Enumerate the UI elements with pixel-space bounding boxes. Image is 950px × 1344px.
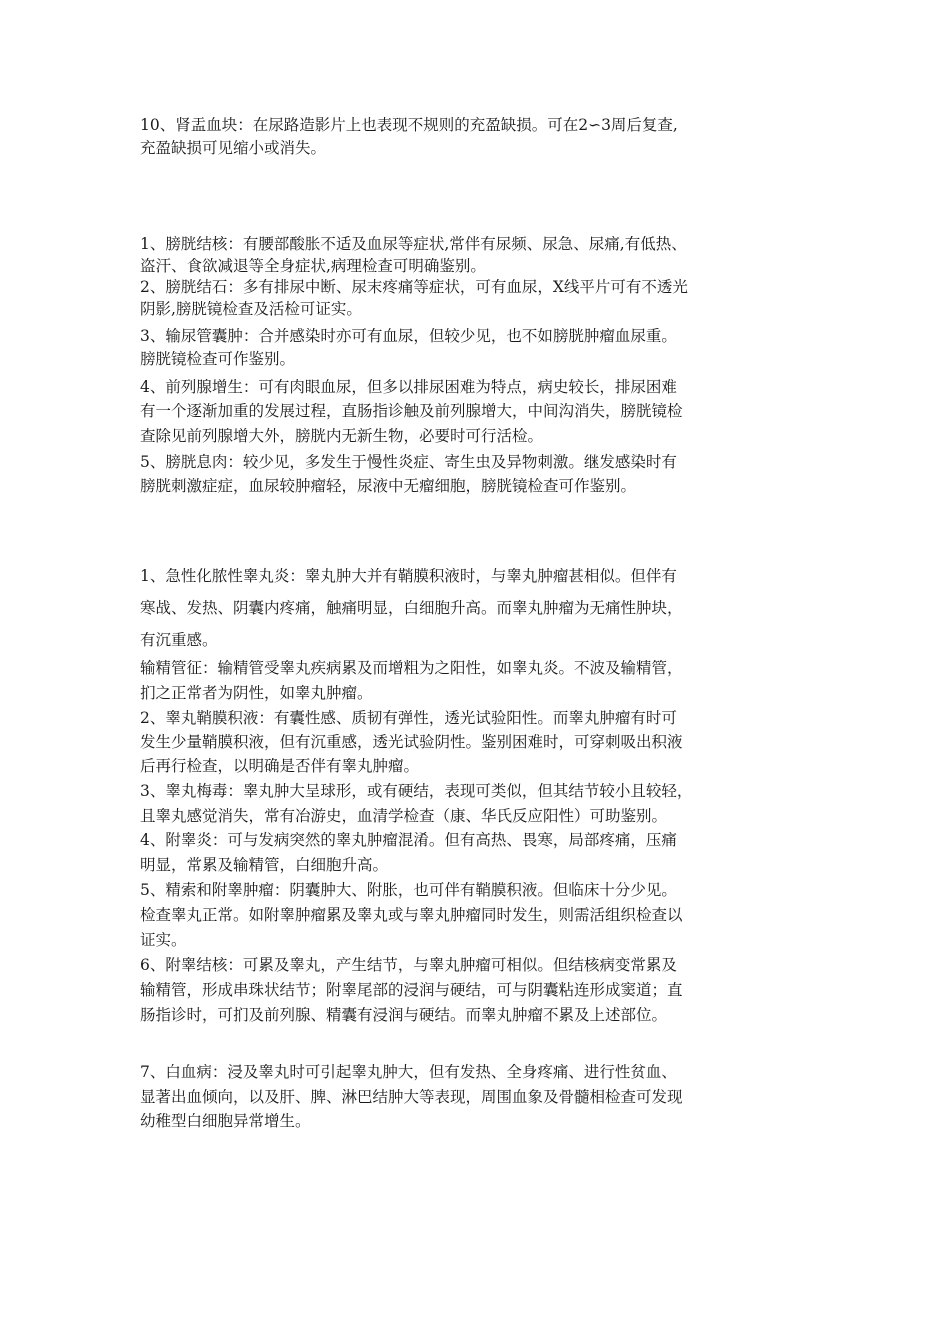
text-line: 且睾丸感觉消失，常有冶游史，血清学检查（康、华氏反应阳性）可助鉴别。 xyxy=(140,807,668,825)
text-line: 1、膀胱结核：有腰部酸胀不适及血尿等症状,常伴有尿频、尿急、尿痛,有低热、 xyxy=(140,235,687,253)
text-line: 充盈缺损可见缩小或消失。 xyxy=(140,139,327,157)
text-line: 显著出血倾向，以及肝、脾、淋巴结肿大等表现，周围血象及骨髓相检查可发现 xyxy=(140,1088,683,1106)
text-line: 膀胱刺激症症，血尿较肿瘤轻，尿液中无瘤细胞，膀胱镜检查可作鉴别。 xyxy=(140,477,637,495)
text-line: 膀胱镜检查可作鉴别。 xyxy=(140,350,296,368)
text-line: 5、精索和附睾肿瘤：阴囊肿大、附胀，也可伴有鞘膜积液。但临床十分少见。 xyxy=(140,881,677,899)
text-line: 2、膀胱结石：多有排尿中断、尿末疼痛等症状，可有血尿，X线平片可有不透光 xyxy=(140,278,688,296)
text-line: 3、睾丸梅毒：睾丸肿大呈球形，或有硬结，表现可类似，但其结节较小且较轻， xyxy=(140,782,693,800)
text-line: 输精管，形成串珠状结节；附睾尾部的浸润与硬结，可与阴囊粘连形成窦道；直 xyxy=(140,981,683,999)
text-line: 4、前列腺增生：可有肉眼血尿，但多以排尿困难为特点，病史较长，排尿困难 xyxy=(140,378,677,396)
text-line: 1、急性化脓性睾丸炎：睾丸肿大并有鞘膜积液时，与睾丸肿瘤甚相似。但伴有 xyxy=(140,567,677,585)
text-line: 5、膀胱息肉：较少见，多发生于慢性炎症、寄生虫及异物刺激。继发感染时有 xyxy=(140,453,677,471)
text-line: 发生少量鞘膜积液，但有沉重感，透光试验阴性。鉴别困难时，可穿刺吸出积液 xyxy=(140,733,683,751)
text-line: 4、附睾炎：可与发病突然的睾丸肿瘤混淆。但有高热、畏寒，局部疼痛，压痛 xyxy=(140,831,677,849)
text-line: 阴影,膀胱镜检查及活检可证实。 xyxy=(140,300,362,318)
text-line: 查除见前列腺增大外，膀胱内无新生物，必要时可行活检。 xyxy=(140,427,544,445)
text-line: 10、肾盂血块：在尿路造影片上也表现不规则的充盈缺损。可在2∽3周后复查, xyxy=(140,116,678,134)
text-line: 明显，常累及输精管，白细胞升高。 xyxy=(140,856,389,874)
text-line: 3、输尿管囊肿：合并感染时亦可有血尿，但较少见，也不如膀胱肿瘤血尿重。 xyxy=(140,327,677,345)
text-line: 2、睾丸鞘膜积液：有囊性感、质韧有弹性，透光试验阳性。而睾丸肿瘤有时可 xyxy=(140,709,677,727)
text-line: 证实。 xyxy=(140,931,187,949)
text-line: 6、附睾结核：可累及睾丸，产生结节，与睾丸肿瘤可相似。但结核病变常累及 xyxy=(140,956,677,974)
text-line: 输精管征：输精管受睾丸疾病累及而增粗为之阳性，如睾丸炎。不波及输精管， xyxy=(140,659,683,677)
text-line: 有一个逐渐加重的发展过程，直肠指诊触及前列腺增大，中间沟消失，膀胱镜检 xyxy=(140,402,683,420)
text-line: 肠指诊时，可扪及前列腺、精囊有浸润与硬结。而睾丸肿瘤不累及上述部位。 xyxy=(140,1006,668,1024)
text-line: 幼稚型白细胞异常增生。 xyxy=(140,1112,311,1130)
text-line: 检查睾丸正常。如附睾肿瘤累及睾丸或与睾丸肿瘤同时发生，则需活组织检查以 xyxy=(140,906,683,924)
text-line: 盗汗、食欲减退等全身症状,病理检查可明确鉴别。 xyxy=(140,257,486,275)
text-line: 扪之正常者为阴性，如睾丸肿瘤。 xyxy=(140,684,373,702)
text-line: 7、白血病：浸及睾丸时可引起睾丸肿大，但有发热、全身疼痛、进行性贫血、 xyxy=(140,1063,677,1081)
text-line: 有沉重感。 xyxy=(140,631,218,649)
text-line: 后再行检查，以明确是否伴有睾丸肿瘤。 xyxy=(140,757,420,775)
text-line: 寒战、发热、阴囊内疼痛，触痛明显，白细胞升高。而睾丸肿瘤为无痛性肿块， xyxy=(140,599,683,617)
